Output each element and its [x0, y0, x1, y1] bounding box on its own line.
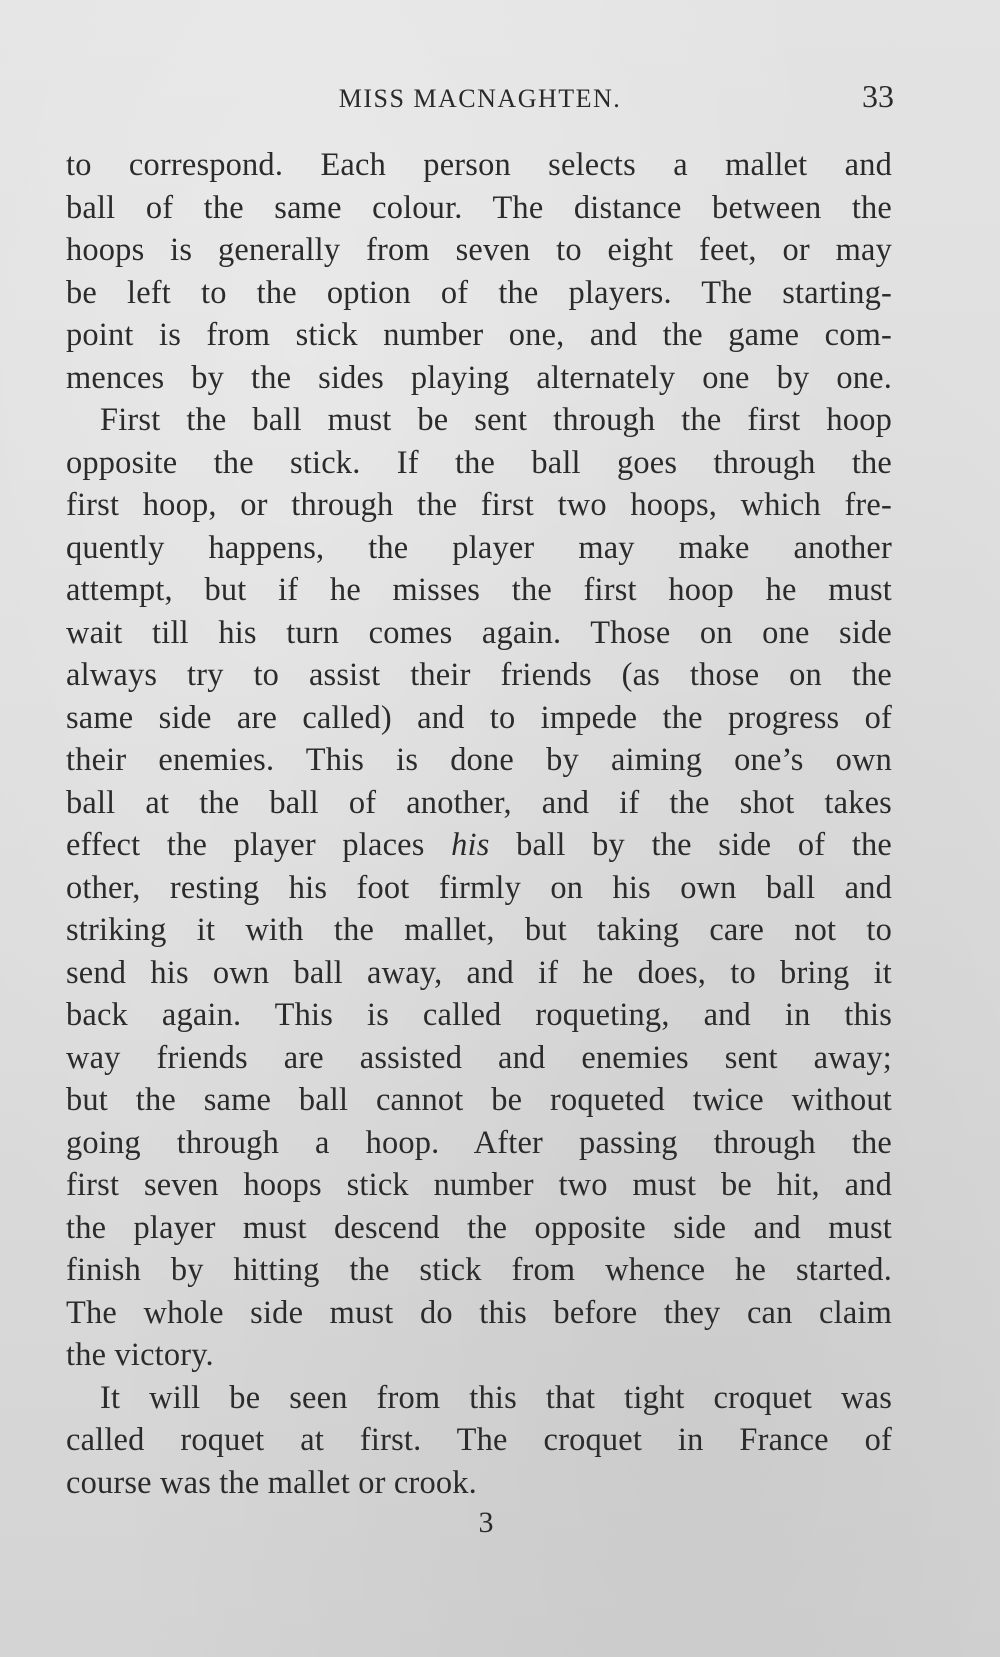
text-line: other, resting his foot firmly on his own ball and	[66, 869, 892, 906]
text-line: ball of the same colour. The distance between the	[66, 189, 892, 226]
text-line: attempt, but if he misses the first hoop he must	[66, 572, 892, 608]
text-fragment: effect the player places	[66, 827, 452, 863]
text-line: way friends are assisted and enemies sent away;	[66, 1039, 892, 1076]
text-line: quently happens, the player may make another	[66, 529, 892, 566]
text-line: same side are called) and to impede the progress of	[66, 699, 892, 736]
text-line: send his own ball away, and if he does, to bring it	[66, 954, 892, 991]
paragraph-1	[66, 144, 892, 399]
text-line: striking it with the mallet, but taking care not to	[66, 912, 892, 948]
text-line: It will be seen from this that tight croquet was	[100, 1379, 892, 1416]
text-line: called roquet at first. The croquet in France of	[66, 1422, 892, 1458]
text-line: their enemies. This is done by aiming one’s own	[66, 742, 892, 778]
signature-mark: 3	[478, 1506, 494, 1539]
text-line: First the ball must be sent through the first hoop	[100, 402, 892, 438]
italic-word: his	[451, 827, 490, 863]
text-line: opposite the stick. If the ball goes through the	[66, 444, 892, 481]
text-line: be left to the option of the players. The starting-	[66, 274, 892, 311]
body-text	[66, 144, 892, 1504]
text-line: the victory.	[66, 1337, 214, 1373]
text-fragment: ball by the side of the	[489, 827, 892, 863]
page-number: 33	[862, 78, 894, 114]
text-line: going through a hoop. After passing through the	[66, 1124, 892, 1161]
text-line: ball at the ball of another, and if the shot takes	[66, 784, 892, 821]
text-line: to correspond. Each person selects a mallet and	[66, 147, 892, 183]
paragraph-2	[66, 399, 892, 1377]
text-line: the player must descend the opposite side and must	[66, 1209, 892, 1246]
text-line: always try to assist their friends (as those on the	[66, 657, 892, 693]
text-line: course was the mallet or crook.	[66, 1464, 477, 1501]
text-line: wait till his turn comes again. Those on one side	[66, 614, 892, 651]
page-header	[66, 78, 894, 122]
text-line: mences by the sides playing alternately one by one.	[66, 359, 892, 396]
text-line: first seven hoops stick number two must be hit, and	[66, 1167, 892, 1203]
text-line: hoops is generally from seven to eight feet, or may	[66, 232, 892, 268]
text-line: but the same ball cannot be roqueted twice without	[66, 1082, 892, 1118]
text-line: point is from stick number one, and the game com-	[66, 317, 892, 353]
text-line-with-italic	[66, 824, 892, 867]
text-line: The whole side must do this before they can claim	[66, 1294, 892, 1331]
text-line: back again. This is called roqueting, and in this	[66, 997, 892, 1033]
paragraph-3	[66, 1377, 892, 1505]
running-title: MISS MACNAGHTEN.	[338, 84, 622, 113]
text-line: finish by hitting the stick from whence he started.	[66, 1252, 892, 1288]
text-line: first hoop, or through the first two hoops, which fre-	[66, 487, 892, 523]
